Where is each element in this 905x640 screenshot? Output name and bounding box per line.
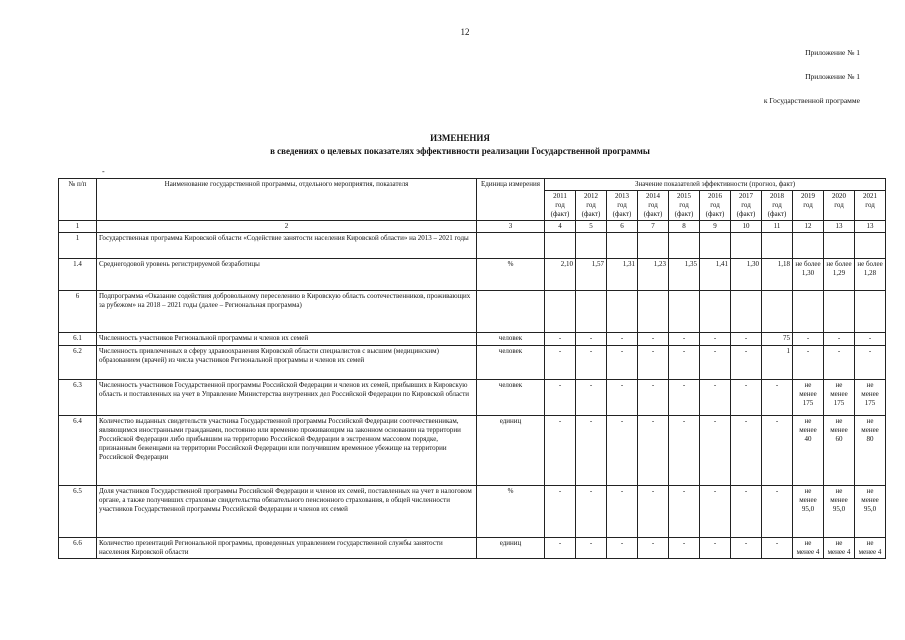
value-cell: не менее 4: [824, 538, 855, 559]
table-row: [59, 380, 886, 416]
table-row: [59, 346, 886, 380]
index-cell: 3: [477, 221, 545, 233]
header-year-note: (факт): [643, 210, 663, 218]
header-year-2011: [545, 191, 576, 221]
header-values-group: Значение показателей эффективности (прогноз, факт): [545, 179, 886, 191]
header-num: № п/п: [59, 179, 97, 221]
row-number: 6.2: [59, 346, 97, 380]
index-cell: 9: [700, 221, 731, 233]
row-number: 6.6: [59, 538, 97, 559]
header-unit: Единица измерения: [477, 179, 545, 221]
value-cell: не менее 80: [855, 416, 886, 486]
value-cell: -: [607, 380, 638, 416]
header-year-year: 2016: [708, 192, 722, 200]
header-year-note: (факт): [736, 210, 756, 218]
row-unit: %: [477, 259, 545, 291]
row-number: 1.4: [59, 259, 97, 291]
value-cell: -: [762, 486, 793, 538]
value-cell: -: [576, 333, 607, 346]
header-year-year: 2013: [615, 192, 629, 200]
value-cell: -: [700, 333, 731, 346]
appendix-line-1: Приложение № 1: [805, 48, 860, 57]
document-title: [0, 132, 905, 158]
value-cell: -: [638, 380, 669, 416]
value-cell: -: [638, 416, 669, 486]
header-row-1: [59, 179, 886, 191]
table-row: [59, 486, 886, 538]
row-number: 6.4: [59, 416, 97, 486]
header-year-suffix: год: [865, 201, 875, 209]
header-year-2018: [762, 191, 793, 221]
indicators-table: [58, 178, 886, 559]
index-cell: 10: [731, 221, 762, 233]
value-cell: [638, 291, 669, 333]
header-year-suffix: год: [648, 201, 658, 209]
value-cell: -: [638, 346, 669, 380]
value-cell: 1,23: [638, 259, 669, 291]
value-cell: не менее 175: [855, 380, 886, 416]
value-cell: [607, 233, 638, 259]
value-cell: -: [700, 538, 731, 559]
value-cell: -: [762, 416, 793, 486]
header-year-2013: [607, 191, 638, 221]
row-name: Количество выданных свидетельств участника Государственной программы Российской Федерации соотечественникам, являющимся иностранными гражданами, постоянно или временно проживающим на законном основании на территории Российской Федерации либо прибывшим на территорию Российской Федерации в экстренном массовом порядке, признанным беженцами на территории Российской Федерации или получившим временное убежище на территории Российской Федерации: [97, 416, 477, 486]
header-year-2019: [793, 191, 824, 221]
index-cell: 1: [59, 221, 97, 233]
value-cell: не менее 95,0: [793, 486, 824, 538]
header-year-suffix: год: [834, 201, 844, 209]
index-cell: 13: [824, 221, 855, 233]
header-year-2016: [700, 191, 731, 221]
header-year-note: (факт): [674, 210, 694, 218]
header-year-suffix: год: [555, 201, 565, 209]
value-cell: [824, 291, 855, 333]
header-year-2021: [855, 191, 886, 221]
header-year-year: 2015: [677, 192, 691, 200]
row-number: 6.1: [59, 333, 97, 346]
header-year-note: (факт): [581, 210, 601, 218]
value-cell: не менее 4: [855, 538, 886, 559]
header-name: Наименование государственной программы, отдельного мероприятия, показателя: [97, 179, 477, 221]
value-cell: -: [545, 380, 576, 416]
row-unit: %: [477, 486, 545, 538]
value-cell: 1,18: [762, 259, 793, 291]
value-cell: 1,41: [700, 259, 731, 291]
header-year-2012: [576, 191, 607, 221]
row-name: Подпрограмма «Оказание содействия добровольному переселению в Кировскую область соотечественников, проживающих за рубежом» на 2018 – 2021 годы (далее – Региональная программа): [97, 291, 477, 333]
value-cell: не более 1,28: [855, 259, 886, 291]
value-cell: [762, 291, 793, 333]
value-cell: [793, 233, 824, 259]
row-name: Численность участников Государственной программы Российской Федерации и членов их семей, прибывших в Кировскую область и поставленных на учет в Управление Министерства внутренних дел Российской Федерации по Кировской области: [97, 380, 477, 416]
row-unit: человек: [477, 380, 545, 416]
header-year-suffix: год: [803, 201, 813, 209]
index-cell: 5: [576, 221, 607, 233]
header-year-year: 2017: [739, 192, 753, 200]
row-name: Доля участников Государственной программы Российской Федерации и членов их семей, поставленных на учет в налоговом органе, а также получивших страховые свидетельства обязательного пенсионного страхования, в общей численности участников Государственной программы Российской Федерации и членов их семей: [97, 486, 477, 538]
value-cell: -: [700, 380, 731, 416]
value-cell: -: [669, 486, 700, 538]
table-row: [59, 333, 886, 346]
value-cell: -: [576, 486, 607, 538]
value-cell: -: [638, 538, 669, 559]
value-cell: 1,57: [576, 259, 607, 291]
row-name: Численность участников Региональной программы и членов их семей: [97, 333, 477, 346]
value-cell: -: [545, 538, 576, 559]
row-unit: человек: [477, 333, 545, 346]
value-cell: [545, 233, 576, 259]
value-cell: -: [576, 416, 607, 486]
value-cell: -: [700, 416, 731, 486]
stray-mark: -: [102, 167, 105, 176]
row-number: 6.5: [59, 486, 97, 538]
row-unit: [477, 291, 545, 333]
value-cell: [638, 233, 669, 259]
table-row: [59, 233, 886, 259]
index-cell: 2: [97, 221, 477, 233]
header-year-note: (факт): [705, 210, 725, 218]
value-cell: [824, 233, 855, 259]
header-year-year: 2020: [832, 192, 846, 200]
value-cell: -: [731, 538, 762, 559]
header-year-year: 2014: [646, 192, 660, 200]
appendix-line-3: к Государственной программе: [763, 96, 860, 105]
value-cell: -: [638, 486, 669, 538]
value-cell: не менее 95,0: [824, 486, 855, 538]
row-number: 6.3: [59, 380, 97, 416]
value-cell: -: [576, 380, 607, 416]
value-cell: -: [824, 346, 855, 380]
value-cell: [576, 291, 607, 333]
table-body: [59, 233, 886, 559]
header-year-2017: [731, 191, 762, 221]
value-cell: -: [731, 380, 762, 416]
header-year-note: (факт): [767, 210, 787, 218]
value-cell: не менее 4: [793, 538, 824, 559]
index-cell: 12: [793, 221, 824, 233]
header-year-year: 2021: [863, 192, 878, 200]
value-cell: -: [731, 486, 762, 538]
table-row: [59, 259, 886, 291]
row-name: Количество презентаций Региональной программы, проведенных управлением государственной службы занятости населения Кировской области: [97, 538, 477, 559]
row-name: Государственная программа Кировской области «Содействие занятости населения Кировской области» на 2013 – 2021 годы: [97, 233, 477, 259]
header-year-suffix: год: [617, 201, 627, 209]
value-cell: 1,30: [731, 259, 762, 291]
value-cell: не менее 175: [824, 380, 855, 416]
header-year-year: 2012: [584, 192, 598, 200]
value-cell: -: [545, 486, 576, 538]
title-line-1: ИЗМЕНЕНИЯ: [430, 133, 490, 143]
header-year-2015: [669, 191, 700, 221]
value-cell: -: [669, 538, 700, 559]
value-cell: -: [762, 538, 793, 559]
value-cell: -: [855, 333, 886, 346]
value-cell: -: [824, 333, 855, 346]
value-cell: 2,10: [545, 259, 576, 291]
header-year-year: 2018: [770, 192, 784, 200]
value-cell: 1,35: [669, 259, 700, 291]
row-name: Среднегодовой уровень регистрируемой безработицы: [97, 259, 477, 291]
value-cell: не менее 40: [793, 416, 824, 486]
value-cell: не менее 60: [824, 416, 855, 486]
header-year-note: (факт): [612, 210, 632, 218]
value-cell: -: [545, 333, 576, 346]
table-row: [59, 291, 886, 333]
table-row: [59, 538, 886, 559]
header-year-suffix: год: [679, 201, 689, 209]
value-cell: -: [700, 486, 731, 538]
value-cell: [700, 233, 731, 259]
index-row: [59, 221, 886, 233]
value-cell: -: [607, 538, 638, 559]
value-cell: -: [731, 333, 762, 346]
row-unit: человек: [477, 346, 545, 380]
table-row: [59, 416, 886, 486]
value-cell: -: [731, 416, 762, 486]
value-cell: [669, 291, 700, 333]
value-cell: не более 1,30: [793, 259, 824, 291]
value-cell: 1,31: [607, 259, 638, 291]
header-year-year: 2019: [801, 192, 815, 200]
value-cell: [855, 233, 886, 259]
value-cell: -: [669, 333, 700, 346]
header-year-2020: [824, 191, 855, 221]
value-cell: [793, 291, 824, 333]
header-year-suffix: год: [586, 201, 596, 209]
value-cell: [762, 233, 793, 259]
value-cell: -: [731, 346, 762, 380]
value-cell: -: [700, 346, 731, 380]
index-cell: 13: [855, 221, 886, 233]
header-year-2014: [638, 191, 669, 221]
row-unit: единиц: [477, 416, 545, 486]
value-cell: [607, 291, 638, 333]
value-cell: не менее 175: [793, 380, 824, 416]
index-cell: 6: [607, 221, 638, 233]
row-unit: [477, 233, 545, 259]
value-cell: не более 1,29: [824, 259, 855, 291]
header-year-suffix: год: [741, 201, 751, 209]
value-cell: -: [669, 416, 700, 486]
index-cell: 7: [638, 221, 669, 233]
row-number: 6: [59, 291, 97, 333]
appendix-line-2: Приложение № 1: [805, 72, 860, 81]
header-year-suffix: год: [772, 201, 782, 209]
value-cell: -: [607, 486, 638, 538]
value-cell: -: [545, 416, 576, 486]
row-number: 1: [59, 233, 97, 259]
row-name: Численность привлеченных в сферу здравоохранения Кировской области специалистов с высшим (медицинским) образованием (врачей) из числа участников Региональной программы и членов их семей: [97, 346, 477, 380]
index-cell: 8: [669, 221, 700, 233]
value-cell: -: [607, 346, 638, 380]
value-cell: -: [607, 416, 638, 486]
value-cell: [731, 291, 762, 333]
index-cell: 11: [762, 221, 793, 233]
value-cell: -: [762, 380, 793, 416]
value-cell: [731, 233, 762, 259]
value-cell: -: [607, 333, 638, 346]
value-cell: -: [576, 346, 607, 380]
value-cell: -: [576, 538, 607, 559]
value-cell: 75: [762, 333, 793, 346]
value-cell: -: [669, 380, 700, 416]
value-cell: -: [793, 346, 824, 380]
value-cell: -: [545, 346, 576, 380]
value-cell: -: [855, 346, 886, 380]
header-year-year: 2011: [553, 192, 567, 200]
header-year-note: (факт): [550, 210, 570, 218]
value-cell: -: [638, 333, 669, 346]
value-cell: [669, 233, 700, 259]
page-number: 12: [460, 27, 470, 37]
value-cell: [545, 291, 576, 333]
value-cell: -: [793, 333, 824, 346]
value-cell: -: [669, 346, 700, 380]
title-line-2: в сведениях о целевых показателях эффективности реализации Государственной программы: [270, 146, 650, 156]
value-cell: не менее 95,0: [855, 486, 886, 538]
value-cell: 1: [762, 346, 793, 380]
value-cell: [576, 233, 607, 259]
row-unit: единиц: [477, 538, 545, 559]
index-cell: 4: [545, 221, 576, 233]
value-cell: [700, 291, 731, 333]
header-year-suffix: год: [710, 201, 720, 209]
value-cell: [855, 291, 886, 333]
